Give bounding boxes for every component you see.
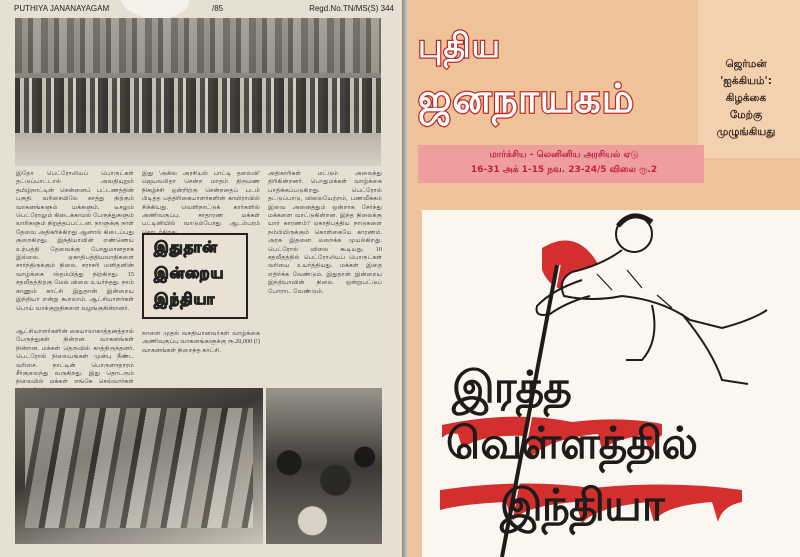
- publication-name: PUTHIYA JANANAYAGAM: [14, 4, 110, 13]
- side-note-line-1: ஜெர்மன்: [725, 58, 767, 70]
- side-note-line-4: மேற்கு: [729, 109, 763, 121]
- headline-line-2: இன்றைய: [154, 264, 225, 282]
- headline-line-1: இதுதான்: [154, 238, 218, 256]
- side-note-line-2: 'ஐக்கியம்':: [720, 75, 772, 87]
- headline-box: [142, 233, 248, 319]
- petrol-queue-photo: [15, 18, 381, 166]
- cover-headline-line-1: இரத்த: [452, 362, 571, 413]
- front-cover-page: [408, 0, 800, 557]
- article-column-3: அதிகாரிகள் மட்டும் அலைந்து திரிகின்றனர். பொதுமக்கள் வாழ்க்கை பாதிக்கப்படுகிறது. பெட்ரோல் தட்டுப்பாடு, விலையேற்றம், பணவீக்கம் இவை அனைத்தும் ஒன்றாக சேர்ந்து மக்களை வாட்டுகின்றன. இந்த நிலைக்கு யார் காரணம்? ஏகாதிபத்திய நாடுகளை நம்பியிருக்கும் கொள்கையே காரணம். அரசு இதனை மறைக்க முயல்கிறது. பெட்ரோல் விலை கூடியது. 10 சதவீதத்தில் பெட்ரோலியப் பொருட்கள் வரியை உயர்த்தியது. மக்கள் இதை எதிர்க்க வேண்டும். இதுதான் இன்றைய இந்தியாவின் நிலை. ஒன்றுபட்டுப் போராட வேண்டும்.: [268, 170, 382, 295]
- photo-crowd: [15, 78, 381, 133]
- tagline-banner: [418, 145, 704, 183]
- magazine-title-line-1: புதிய: [418, 26, 501, 65]
- headline-line-3: இந்தியா: [154, 290, 216, 308]
- side-note-line-5: முழுங்கியது: [716, 126, 776, 138]
- cover-headline-line-2: வெள்ளத்தில்: [446, 418, 697, 469]
- article-column-2-bottom: நாளை முதல் வசதியானவர்கள் வாழ்க்கை அணிவகுப்பு வாகனங்களுக்கு ரூ.20,000 (!) வாகனங்கள் நிறைந்த காட்சி.: [142, 330, 260, 354]
- photo-trees: [15, 18, 381, 73]
- article-column-1-lower: ஆட்சியாளர்களின் கையாலாகாத்தனத்தால் பேருந்துகள் நின்றன. வாகனங்கள் நின்றன. மக்கள் தெருவில் காத்திருந்தனர். பெட்ரோல் நிலையங்கள் முன்பு நீண்ட வரிசை. நாட்டின் பொருளாதாரம் சீர்குலைந்து வருகிறது. இது தொடரும் நிலையில் மக்கள் எங்கே செல்வார்கள்: [16, 328, 134, 386]
- photo-people: [266, 428, 382, 544]
- crowd-photo: [266, 388, 382, 544]
- article-column-2-top: இது 'அகில அரசியல் பாட்டி தலைவி' ஜெயலலிதா சென்ற மாதம் திருமண நிகழ்ச்சி ஒன்றிற்கு சென்றதைப் படம் பிடித்த பத்திரிகையாளர்களின் காமிராவில் சிக்கியது. வெளிநாட்டுக் கார்களில் அணிவகுப்பு. சாதாரண மக்கள் பட்டினியில் வாடும்போது ஆடம்பரம்: [142, 170, 260, 228]
- cars-photo: [15, 388, 263, 544]
- side-note-line-3: கிழக்கை: [725, 92, 767, 104]
- cover-headline-line-3: இந்தியா: [500, 480, 664, 531]
- issue-info-text: 16-31 அக் 1-15 நவ. 23-24/5 விலை ரூ.2: [470, 165, 658, 175]
- issue-date: /85: [212, 4, 224, 13]
- article-column-1: இதோ பெட்ரோலியப் பொருட்கள் தட்டுப்பாட்டால் அவதியுறும் தமிழ்நாட்டின் சென்னைப் பட்டணத்தின் பகுதி. வரிசையிலே காத்து நிற்கும் வாகனங்களும் மக்களும். டீசலும் பெட்ரோலும் கிடைக்காமல் பேருந்துகளும் லாரிகளும் நிறுத்தப்பட்டன. நாளுக்கு நாள் தேவை அதிகரிக்கிறது ஆனால் கிடைப்பது குறைகிறது. இந்தியாவின் எண்ணெய் உற்பத்தி தேவைக்கு போதுமானதாக இல்லை. ஏகாதிபத்தியவாதிகளை சார்ந்திருக்கும் நிலை. சராசரி மனிதனின் வாழ்க்கை ஸ்தம்பித்து நிற்கிறது. 15 சதவீதத்திற்கு மேல் விலை உயர்ந்தது. நாம் காணும் காட்சி இதுதான் இன்றைய இந்தியா என்று கூறலாம். ஆட்சியாளர்கள் பொய் வாக்குறுதிகளை வழங்குகின்றனர்.: [16, 170, 134, 312]
- masthead-strip: [14, 4, 394, 14]
- leg-icon: [626, 305, 654, 360]
- photo-road: [15, 133, 381, 166]
- magazine-title-line-2: ஜனநாயகம்: [418, 76, 635, 122]
- tagline-text: மார்க்சிய - லெனினிய அரசியல் ஏடு: [489, 150, 639, 160]
- photo-cars: [25, 408, 253, 528]
- registration-number: Regd.No.TN/MS(S) 344: [309, 4, 394, 13]
- side-note: [704, 56, 788, 141]
